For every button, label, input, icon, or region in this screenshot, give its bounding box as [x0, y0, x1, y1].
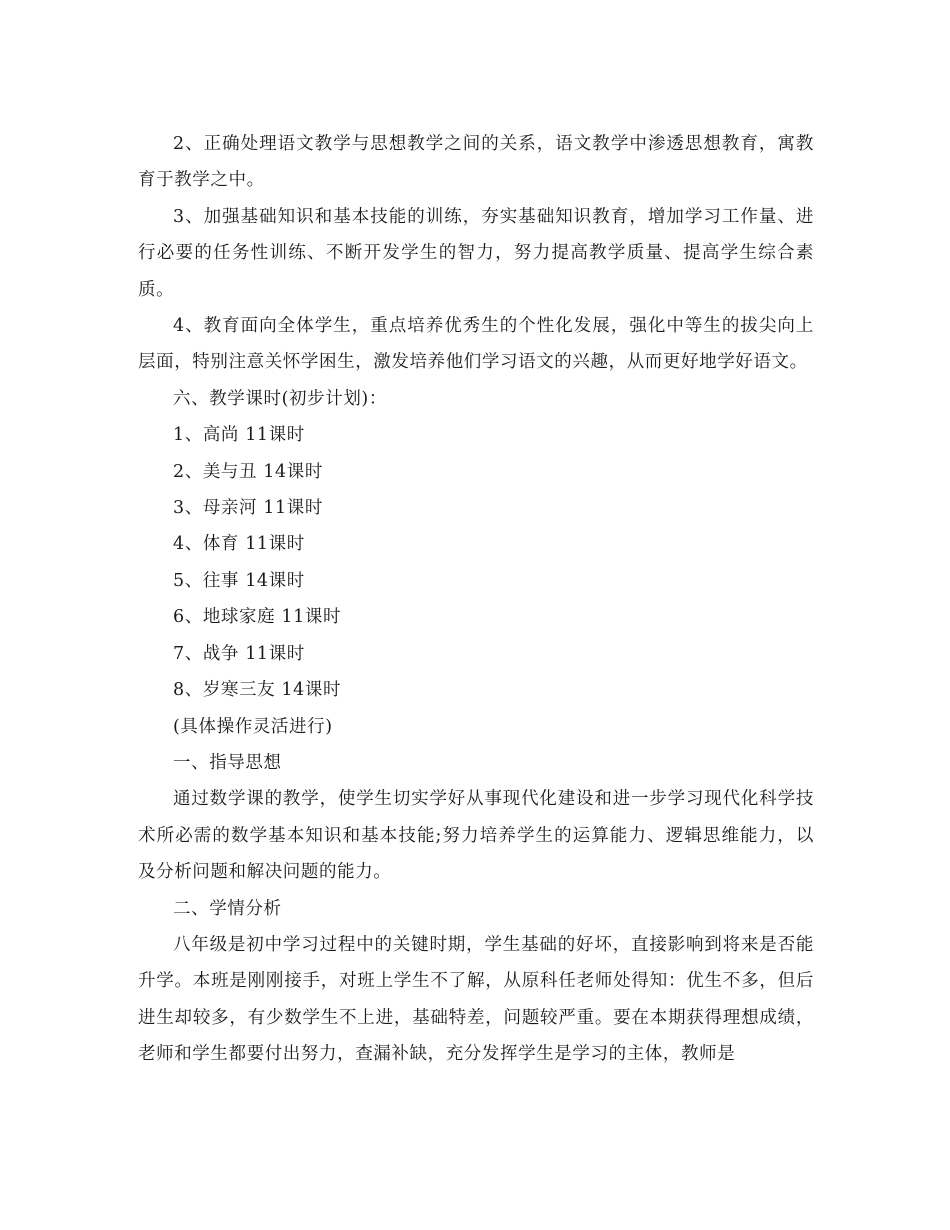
lesson-item-4: 4、体育 11课时	[173, 534, 305, 555]
lesson-item-6: 6、地球家庭 11课时	[173, 607, 342, 628]
paragraph-item-2: 2、正确处理语文教学与思想教学之间的关系，语文教学中渗透思想教育，寓教育于教学之中。	[138, 134, 814, 191]
paragraph-item-4: 4、教育面向全体学生，重点培养优秀生的个性化发展，强化中等生的拔尖向上层面，特别注意关怀学困生，激发培养他们学习语文的兴趣，从而更好地学好语文。	[138, 316, 814, 373]
lesson-item-3: 3、母亲河 11课时	[173, 498, 323, 519]
lesson-item-2: 2、美与丑 14课时	[173, 461, 323, 482]
lesson-item-8: 8、岁寒三友 14课时	[173, 680, 342, 701]
section-heading-guiding-idea: 一、指导思想	[173, 752, 282, 773]
section-heading-student-analysis: 二、学情分析	[173, 898, 282, 919]
lesson-item-7: 7、战争 11课时	[173, 643, 305, 664]
section-heading-lesson-hours: 六、教学课时(初步计划)：	[173, 388, 387, 409]
lesson-note: (具体操作灵活进行)	[173, 716, 333, 737]
lesson-item-1: 1、高尚 11课时	[173, 425, 305, 446]
lesson-item-5: 5、往事 14课时	[173, 570, 305, 591]
paragraph-item-3: 3、加强基础知识和基本技能的训练，夯实基础知识教育，增加学习工作量、进行必要的任务性训练、不断开发学生的智力，努力提高教学质量、提高学生综合素质。	[138, 206, 814, 300]
paragraph-guiding-idea: 通过数学课的教学，使学生切实学好从事现代化建设和进一步学习现代化科学技术所必需的数学基本知识和基本技能;努力培养学生的运算能力、逻辑思维能力，以及分析问题和解决问题的能力。	[138, 789, 814, 883]
paragraph-student-analysis: 八年级是初中学习过程中的关键时期，学生基础的好坏，直接影响到将来是否能升学。本班是刚刚接手，对班上学生不了解，从原科任老师处得知：优生不多，但后进生却较多，有少数学生不上进，基础特差，问题较严重。要在本期获得理想成绩，老师和学生都要付出努力，查漏补缺，充分发挥学生是学习的主体，教师是	[138, 934, 814, 1065]
document-page	[138, 126, 814, 1073]
